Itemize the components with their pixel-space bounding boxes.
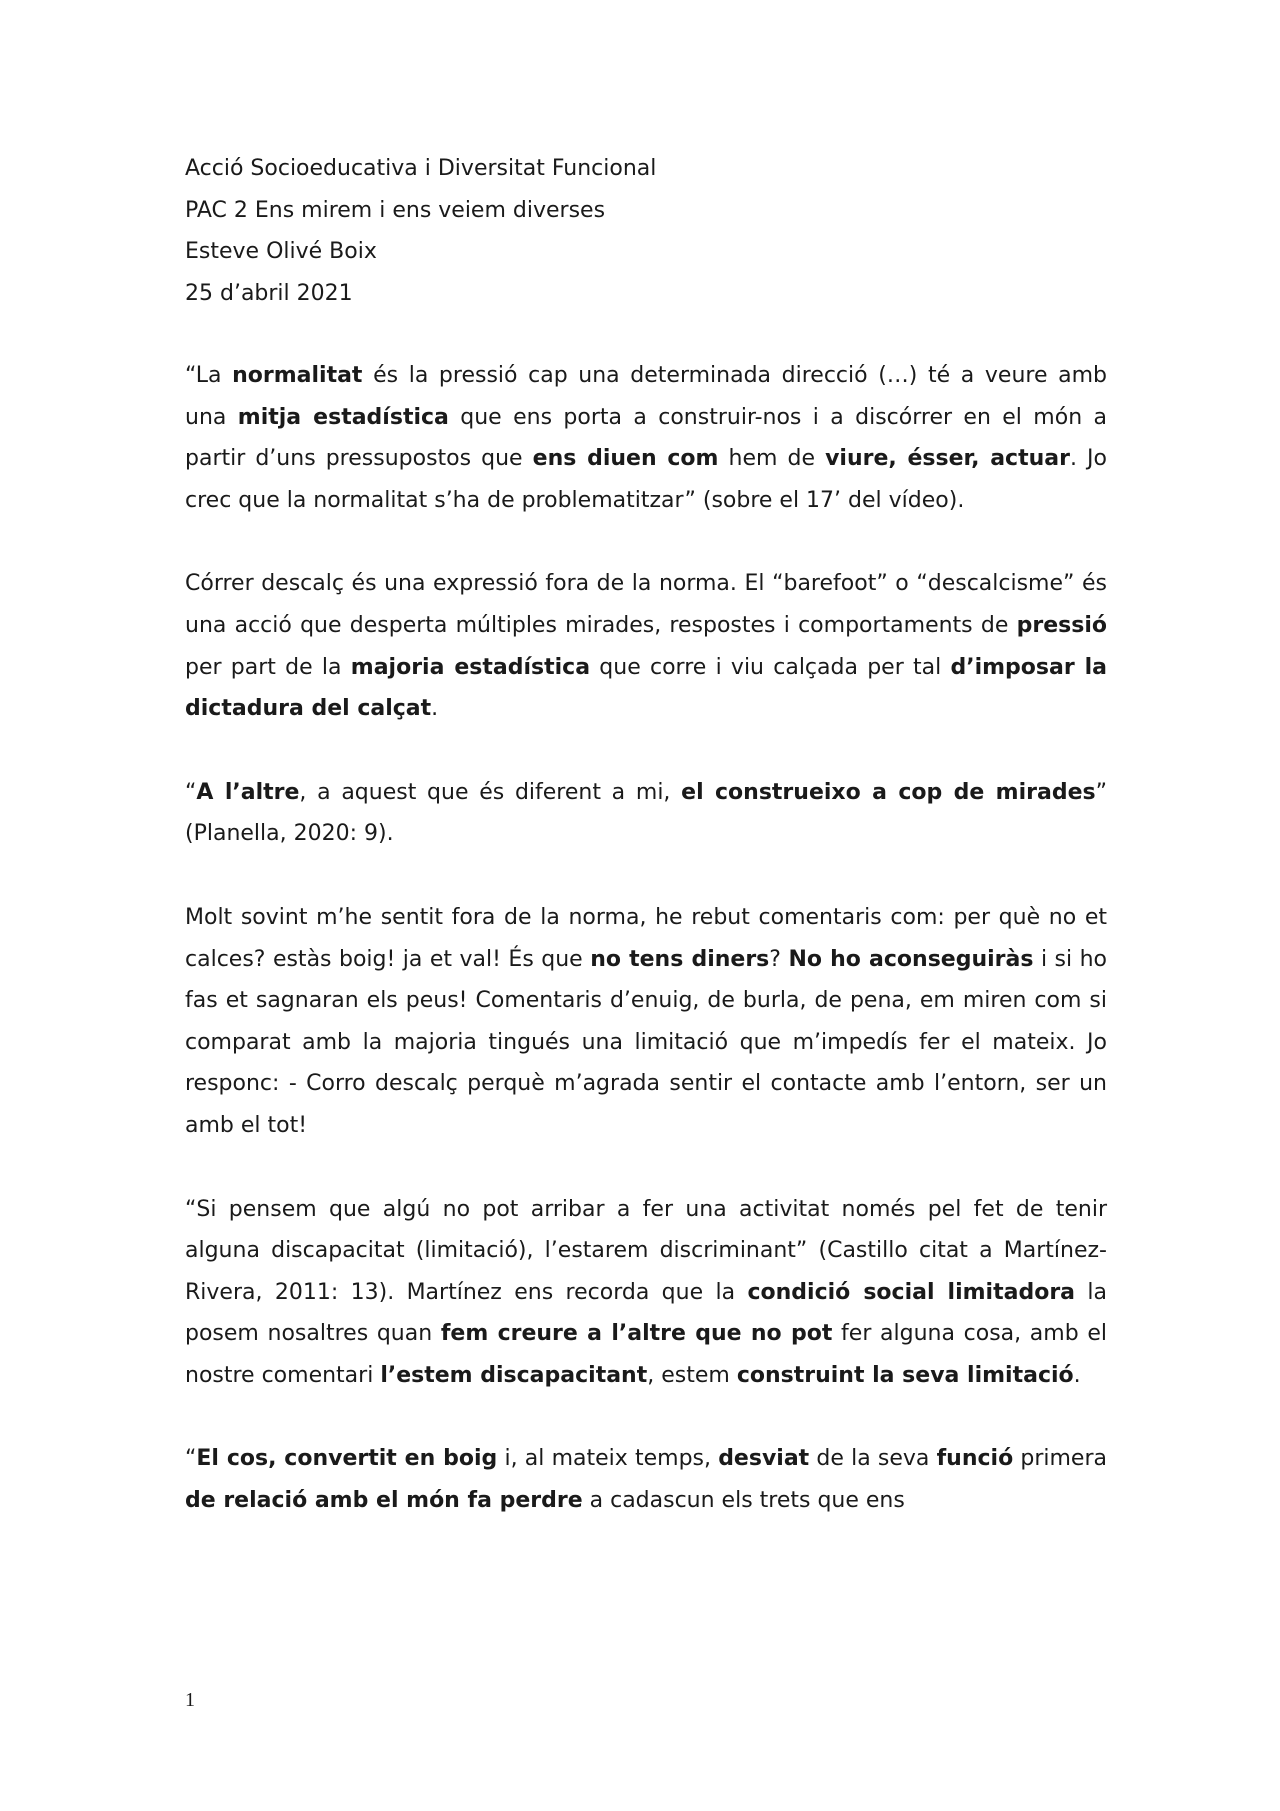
text-run: , a aquest que és diferent a mi, <box>299 779 682 805</box>
text-run: per part de la <box>185 654 351 680</box>
bold-run: l’estem discapacitant <box>380 1362 648 1388</box>
bold-run: no tens diners <box>590 946 770 972</box>
author-name: Esteve Olivé Boix <box>185 239 377 264</box>
text-run: i si ho fas et sagnaran els peus! Comentaris d’enuig, de burla, de pena, em miren com si comparat amb la majoria tingués una limitació que m’impedís fer el mateix. Jo responc: - Corro descalç perquè m’agrada sentir el contacte amb l’entorn, ser un amb el tot! <box>185 946 1107 1138</box>
document-date: 25 d’abril 2021 <box>185 280 353 306</box>
text-run: “ <box>185 1446 197 1472</box>
bold-run: d’imposar la dictadura del calçat <box>185 654 1108 722</box>
text-run: a cadascun els trets que ens <box>582 1488 905 1514</box>
text-run: fer alguna cosa, amb el nostre comentari <box>185 1321 1107 1388</box>
bold-run: condició social limitadora <box>747 1279 1076 1305</box>
paragraph-personal-experience <box>185 897 1107 1147</box>
bold-run: el construeixo a cop de mirades <box>681 779 1096 805</box>
document-page <box>185 148 1107 1564</box>
text-run: . <box>1073 1362 1081 1388</box>
text-run: “La <box>185 363 233 388</box>
bold-run: construint la seva limitació <box>736 1362 1074 1388</box>
text-run: , estem <box>647 1362 737 1388</box>
text-run: Córrer descalç és una expressió fora de la norma. El “barefoot” o “descalcisme” és una acció que desperta múltiples mirades, respostes i comportaments de <box>185 571 1107 638</box>
bold-run: ens diuen com <box>532 446 719 472</box>
bold-run: mitja estadística <box>237 404 449 430</box>
paragraph-barefoot <box>185 563 1107 729</box>
paragraph-normalitat-quote <box>185 355 1107 521</box>
course-title: Acció Socioeducativa i Diversitat Funcional <box>185 156 657 181</box>
bold-run: viure, ésser, actuar <box>825 446 1070 472</box>
text-run: hem de <box>718 446 826 472</box>
bold-run: fem creure a l’altre que no pot <box>440 1321 833 1347</box>
page-number: 1 <box>185 1689 195 1711</box>
bold-run: pressió <box>1016 612 1107 638</box>
text-run: és la pressió cap una determinada direcció (…) té a veure amb una <box>185 363 1107 430</box>
text-run: la posem nosaltres quan <box>185 1279 1108 1347</box>
paragraph-cos-boig <box>185 1438 1107 1521</box>
text-run: de la seva <box>809 1446 937 1472</box>
text-run: “ <box>185 779 197 805</box>
paragraph-planella-quote <box>185 772 1107 855</box>
bold-run: desviat <box>718 1446 810 1472</box>
text-run: que corre i viu calçada per tal <box>590 654 951 680</box>
bold-run: funció <box>936 1446 1014 1472</box>
bold-run: No ho aconseguiràs <box>788 946 1034 972</box>
text-run: ” (Planella, 2020: 9). <box>185 779 1108 847</box>
bold-run: El cos, convertit en boig <box>196 1446 498 1472</box>
text-run: ? <box>769 946 789 972</box>
bold-run: A l’altre <box>196 779 300 805</box>
paragraph-castillo-quote <box>185 1189 1107 1397</box>
text-run: que ens porta a construir-nos i a discórrer en el món a partir d’uns pressupostos que <box>185 404 1107 472</box>
assignment-title: PAC 2 Ens mirem i ens veiem diverses <box>185 197 606 223</box>
text-run: primera <box>1013 1446 1107 1472</box>
text-run: i, al mateix temps, <box>497 1446 719 1472</box>
bold-run: majoria estadística <box>350 654 591 680</box>
bold-run: normalitat <box>232 363 363 388</box>
bold-run: de relació amb el món fa perdre <box>185 1488 583 1514</box>
text-run: Molt sovint m’he sentit fora de la norma, he rebut comentaris com: per què no et calces? estàs boig! ja et val! És que <box>185 904 1107 972</box>
document-header <box>185 148 1107 314</box>
text-run: “Si pensem que algú no pot arribar a fer una activitat només pel fet de tenir alguna discapacitat (limitació), l’estarem discriminant” (Castillo citat a Martínez-Rivera, 2011: 13). Martínez ens recorda que la <box>185 1196 1107 1305</box>
text-run: . <box>431 696 439 722</box>
text-run: . Jo crec que la normalitat s’ha de problematitzar” (sobre el 17’ del vídeo). <box>185 446 1107 513</box>
